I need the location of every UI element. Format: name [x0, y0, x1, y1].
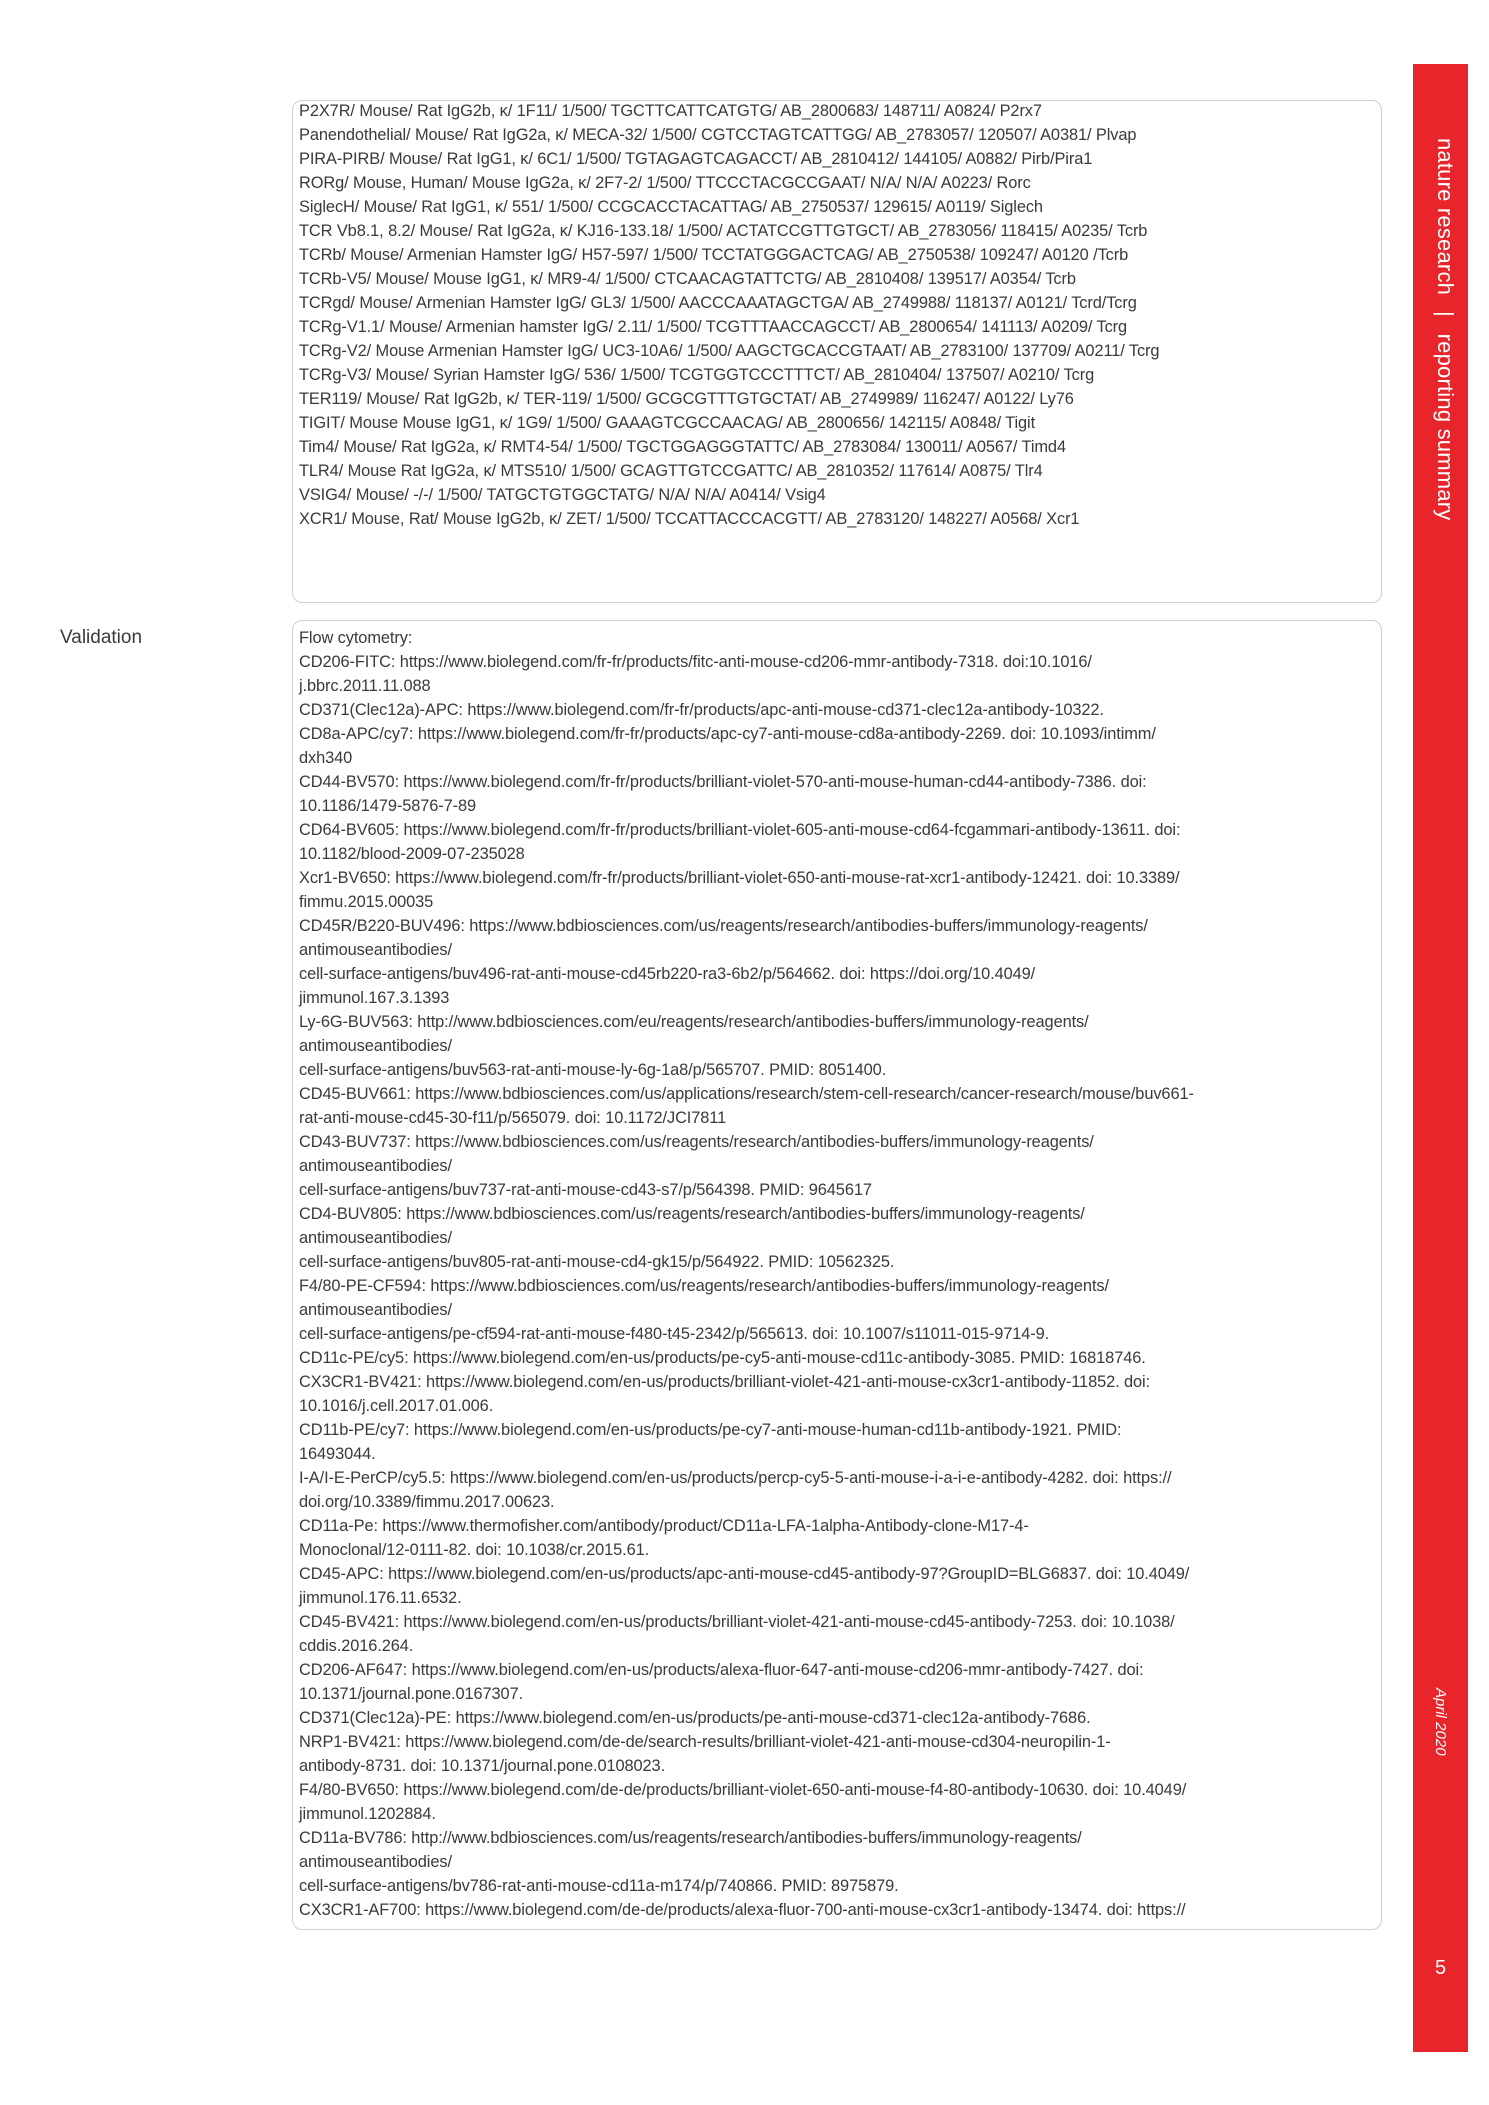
antibody-entry: SiglecH/ Mouse/ Rat IgG1, κ/ 551/ 1/500/ CCGCACCTACATTAG/ AB_2750537/ 129615/ A0119/ Siglech	[299, 198, 1043, 216]
validation-line: fimmu.2015.00035	[299, 893, 434, 911]
validation-line: cell-surface-antigens/buv805-rat-anti-mouse-cd4-gk15/p/564922. PMID: 10562325.	[299, 1253, 895, 1271]
validation-line: 16493044.	[299, 1445, 376, 1463]
page-number: 5	[1434, 1957, 1447, 1979]
antibody-entry: TCRg-V2/ Mouse Armenian Hamster IgG/ UC3-10A6/ 1/500/ AAGCTGCACCGTAAT/ AB_2783100/ 137709/ A0211/ Tcrg	[299, 342, 1160, 360]
validation-line: j.bbrc.2011.11.088	[299, 677, 431, 695]
validation-line: 10.1371/journal.pone.0167307.	[299, 1685, 524, 1703]
validation-line: CD206-FITC: https://www.biolegend.com/fr-fr/products/fitc-anti-mouse-cd206-mmr-antibody-7318. doi:10.1016/	[299, 653, 1092, 671]
validation-line: antimouseantibodies/	[299, 1157, 452, 1175]
validation-line: CD11c-PE/cy5: https://www.biolegend.com/en-us/products/pe-cy5-anti-mouse-cd11c-antibody-3085. PMID: 16818746.	[299, 1349, 1146, 1367]
validation-line: 10.1182/blood-2009-07-235028	[299, 845, 525, 863]
antibody-entry: TCR Vb8.1, 8.2/ Mouse/ Rat IgG2a, κ/ KJ16-133.18/ 1/500/ ACTATCCGTTGTGCT/ AB_2783056/ 118415/ A0235/ Tcrb	[299, 222, 1148, 240]
validation-text	[299, 626, 1373, 1922]
antibody-entry: Tim4/ Mouse/ Rat IgG2a, κ/ RMT4-54/ 1/500/ TGCTGGAGGGTATTC/ AB_2783084/ 130011/ A0567/ Timd4	[299, 438, 1066, 456]
validation-line: I-A/I-E-PerCP/cy5.5: https://www.biolegend.com/en-us/products/percp-cy5-5-anti-mouse-i-a-i-e-antibody-4282. doi: https://	[299, 1469, 1172, 1487]
antibody-list	[299, 99, 1373, 531]
validation-panel	[292, 620, 1382, 1930]
validation-line: CD64-BV605: https://www.biolegend.com/fr-fr/products/brilliant-violet-605-anti-mouse-cd64-fcgammari-antibody-13611. doi:	[299, 821, 1181, 839]
validation-line: CD11a-BV786: http://www.bdbiosciences.com/us/reagents/research/antibodies-buffers/immunology-reagents/	[299, 1829, 1082, 1847]
validation-line: antimouseantibodies/	[299, 941, 452, 959]
validation-line: cell-surface-antigens/buv563-rat-anti-mouse-ly-6g-1a8/p/565707. PMID: 8051400.	[299, 1061, 887, 1079]
antibody-entry: RORg/ Mouse, Human/ Mouse IgG2a, κ/ 2F7-2/ 1/500/ TTCCCTACGCCGAAT/ N/A/ N/A/ A0223/ Rorc	[299, 174, 1031, 192]
validation-line: CD45-BV421: https://www.biolegend.com/en-us/products/brilliant-violet-421-anti-mouse-cd45-antibody-7253. doi: 10.1038/	[299, 1613, 1175, 1631]
validation-line: CD4-BUV805: https://www.bdbiosciences.com/us/reagents/research/antibodies-buffers/immunology-reagents/	[299, 1205, 1085, 1223]
validation-line: antibody-8731. doi: 10.1371/journal.pone.0108023.	[299, 1757, 666, 1775]
antibody-entry: TIGIT/ Mouse Mouse IgG1, κ/ 1G9/ 1/500/ GAAAGTCGCCAACAG/ AB_2800656/ 142115/ A0848/ Tigit	[299, 414, 1036, 432]
validation-line: CD44-BV570: https://www.biolegend.com/fr-fr/products/brilliant-violet-570-anti-mouse-human-cd44-antibody-7386. doi:	[299, 773, 1147, 791]
validation-line: cell-surface-antigens/bv786-rat-anti-mouse-cd11a-m174/p/740866. PMID: 8975879.	[299, 1877, 899, 1895]
antibody-entry: TCRb/ Mouse/ Armenian Hamster IgG/ H57-597/ 1/500/ TCCTATGGGACTCAG/ AB_2750538/ 109247/ A0120 /Tcrb	[299, 246, 1129, 264]
antibody-entry: VSIG4/ Mouse/ -/-/ 1/500/ TATGCTGTGGCTATG/ N/A/ N/A/ A0414/ Vsig4	[299, 486, 826, 504]
validation-line: CD371(Clec12a)-APC: https://www.biolegend.com/fr-fr/products/apc-anti-mouse-cd371-clec12a-antibody-10322.	[299, 701, 1104, 719]
antibody-entry: TCRb-V5/ Mouse/ Mouse IgG1, κ/ MR9-4/ 1/500/ CTCAACAGTATTCTG/ AB_2810408/ 139517/ A0354/ Tcrb	[299, 270, 1076, 288]
section-name: reporting summary	[1433, 333, 1458, 521]
validation-line: antimouseantibodies/	[299, 1853, 452, 1871]
antibody-entry: PIRA-PIRB/ Mouse/ Rat IgG1, κ/ 6C1/ 1/500/ TGTAGAGTCAGACCT/ AB_2810412/ 144105/ A0882/ Pirb/Pira1	[299, 150, 1093, 168]
validation-line: CD43-BUV737: https://www.bdbiosciences.com/us/reagents/research/antibodies-buffers/immunology-reagents/	[299, 1133, 1094, 1151]
validation-line: cell-surface-antigens/buv737-rat-anti-mouse-cd43-s7/p/564398. PMID: 9645617	[299, 1181, 872, 1199]
validation-line: jimmunol.176.11.6532.	[299, 1589, 462, 1607]
validation-line: doi.org/10.3389/fimmu.2017.00623.	[299, 1493, 555, 1511]
validation-line: antimouseantibodies/	[299, 1301, 452, 1319]
validation-line: CD206-AF647: https://www.biolegend.com/en-us/products/alexa-fluor-647-anti-mouse-cd206-mmr-antibody-7427. doi:	[299, 1661, 1144, 1679]
validation-line: Xcr1-BV650: https://www.biolegend.com/fr-fr/products/brilliant-violet-650-anti-mouse-rat-xcr1-antibody-12421. doi: 10.3389/	[299, 869, 1180, 887]
validation-line: CD11a-Pe: https://www.thermofisher.com/antibody/product/CD11a-LFA-1alpha-Antibody-clone-M17-4-	[299, 1517, 1029, 1535]
antibody-list-panel	[292, 100, 1382, 603]
validation-line: CX3CR1-AF700: https://www.biolegend.com/de-de/products/alexa-fluor-700-anti-mouse-cx3cr1-antibody-13474. doi: https://	[299, 1901, 1186, 1919]
validation-line: CD45-APC: https://www.biolegend.com/en-us/products/apc-anti-mouse-cd45-antibody-97?GroupID=BLG6837. doi: 10.4049/	[299, 1565, 1190, 1583]
validation-line: CX3CR1-BV421: https://www.biolegend.com/en-us/products/brilliant-violet-421-anti-mouse-cx3cr1-antibody-11852. doi:	[299, 1373, 1151, 1391]
validation-line: cell-surface-antigens/pe-cf594-rat-anti-mouse-f480-t45-2342/p/565613. doi: 10.1007/s11011-015-9714-9.	[299, 1325, 1050, 1343]
validation-line: Ly-6G-BUV563: http://www.bdbiosciences.com/eu/reagents/research/antibodies-buffers/immunology-reagents/	[299, 1013, 1089, 1031]
validation-line: antimouseantibodies/	[299, 1037, 452, 1055]
validation-line: dxh340	[299, 749, 353, 767]
validation-line: jimmunol.1202884.	[299, 1805, 436, 1823]
antibody-entry: XCR1/ Mouse, Rat/ Mouse IgG2b, κ/ ZET/ 1/500/ TCCATTACCCACGTT/ AB_2783120/ 148227/ A0568/ Xcr1	[299, 510, 1080, 528]
validation-line: Flow cytometry:	[299, 629, 413, 647]
validation-line: NRP1-BV421: https://www.biolegend.com/de-de/search-results/brilliant-violet-421-anti-mouse-cd304-neuropilin-1-	[299, 1733, 1111, 1751]
validation-line: CD8a-APC/cy7: https://www.biolegend.com/fr-fr/products/apc-cy7-anti-mouse-cd8a-antibody-2269. doi: 10.1093/intimm/	[299, 725, 1156, 743]
validation-line: cell-surface-antigens/buv496-rat-anti-mouse-cd45rb220-ra3-6b2/p/564662. doi: https://doi.org/10.4049/	[299, 965, 1036, 983]
journal-name: nature research	[1433, 138, 1458, 296]
validation-line: CD371(Clec12a)-PE: https://www.biolegend.com/en-us/products/pe-anti-mouse-cd371-clec12a-antibody-7686.	[299, 1709, 1091, 1727]
validation-line: 10.1186/1479-5876-7-89	[299, 797, 477, 815]
validation-line: jimmunol.167.3.1393	[299, 989, 450, 1007]
antibody-entry: Panendothelial/ Mouse/ Rat IgG2a, κ/ MECA-32/ 1/500/ CGTCCTAGTCATTGG/ AB_2783057/ 120507/ A0381/ Plvap	[299, 126, 1137, 144]
validation-line: CD11b-PE/cy7: https://www.biolegend.com/en-us/products/pe-cy7-anti-mouse-human-cd11b-antibody-1921. PMID:	[299, 1421, 1122, 1439]
validation-line: CD45-BUV661: https://www.bdbiosciences.com/us/applications/research/stem-cell-research/cancer-research/mouse/buv661-	[299, 1085, 1194, 1103]
validation-line: antimouseantibodies/	[299, 1229, 452, 1247]
validation-line: F4/80-PE-CF594: https://www.bdbiosciences.com/us/reagents/research/antibodies-buffers/immunology-reagents/	[299, 1277, 1109, 1295]
document-date: April 2020	[1432, 1688, 1449, 1756]
sidebar-title	[1432, 138, 1458, 520]
validation-line: 10.1016/j.cell.2017.01.006.	[299, 1397, 494, 1415]
antibody-entry: TCRgd/ Mouse/ Armenian Hamster IgG/ GL3/ 1/500/ AACCCAAATAGCTGA/ AB_2749988/ 118137/ A0121/ Tcrd/Tcrg	[299, 294, 1137, 312]
antibody-entry: TCRg-V3/ Mouse/ Syrian Hamster IgG/ 536/ 1/500/ TCGTGGTCCCTTTCT/ AB_2810404/ 137507/ A0210/ Tcrg	[299, 366, 1095, 384]
title-separator: |	[1433, 311, 1458, 318]
antibody-entry: TLR4/ Mouse Rat IgG2a, κ/ MTS510/ 1/500/ GCAGTTGTCCGATTC/ AB_2810352/ 117614/ A0875/ Tlr4	[299, 462, 1043, 480]
validation-line: Monoclonal/12-0111-82. doi: 10.1038/cr.2015.61.	[299, 1541, 650, 1559]
validation-label: Validation	[60, 627, 143, 648]
validation-line: F4/80-BV650: https://www.biolegend.com/de-de/products/brilliant-violet-650-anti-mouse-f4-80-antibody-10630. doi: 10.4049/	[299, 1781, 1187, 1799]
antibody-entry: P2X7R/ Mouse/ Rat IgG2b, κ/ 1F11/ 1/500/ TGCTTCATTCATGTG/ AB_2800683/ 148711/ A0824/ P2rx7	[299, 102, 1042, 120]
antibody-entry: TER119/ Mouse/ Rat IgG2b, κ/ TER-119/ 1/500/ GCGCGTTTGTGCTAT/ AB_2749989/ 116247/ A0122/ Ly76	[299, 390, 1074, 408]
antibody-entry: TCRg-V1.1/ Mouse/ Armenian hamster IgG/ 2.11/ 1/500/ TCGTTTAACCAGCCT/ AB_2800654/ 141113/ A0209/ Tcrg	[299, 318, 1128, 336]
validation-line: rat-anti-mouse-cd45-30-f11/p/565079. doi: 10.1172/JCI7811	[299, 1109, 727, 1127]
validation-line: CD45R/B220-BUV496: https://www.bdbiosciences.com/us/reagents/research/antibodies-buffers/immunology-reagents/	[299, 917, 1148, 935]
validation-line: cddis.2016.264.	[299, 1637, 414, 1655]
